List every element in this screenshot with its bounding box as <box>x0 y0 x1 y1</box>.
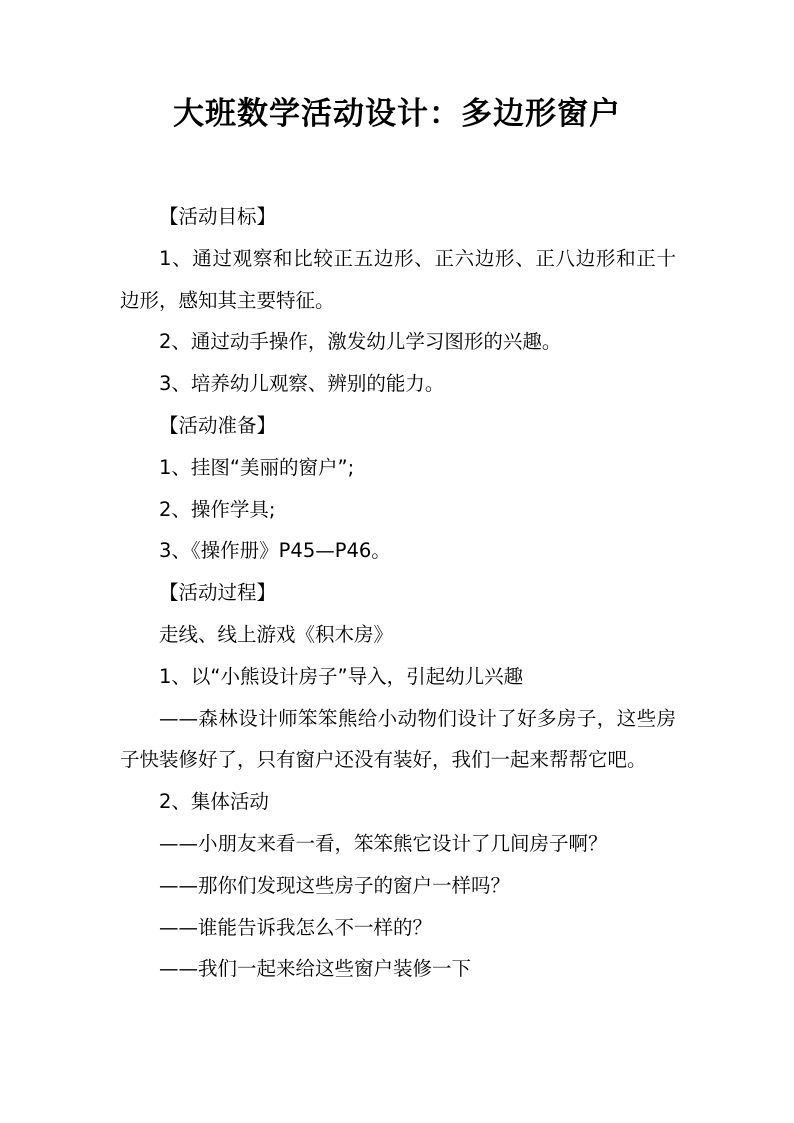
process-step-2-question-3: ——谁能告诉我怎么不一样的？ <box>159 915 433 939</box>
preparation-item-3: 3、《操作册》P45—P46。 <box>159 539 391 563</box>
process-step-2: 2、集体活动 <box>159 790 269 814</box>
document-body <box>120 196 676 990</box>
process-step-2-question-4: ——我们一起来给这些窗户装修一下 <box>159 957 472 981</box>
goal-item-1: 1、通过观察和比较正五边形、正六边形、正八边形和正十边形，感知其主要特征。 <box>120 246 676 312</box>
process-warmup: 走线、线上游戏《积木房》 <box>159 622 394 646</box>
preparation-item-1: 1、挂图“美丽的窗户”; <box>159 455 355 479</box>
goal-item-3: 3、培养幼儿观察、辨别的能力。 <box>159 372 445 396</box>
process-step-1: 1、以“小熊设计房子”导入，引起幼儿兴趣 <box>159 664 524 688</box>
section-heading-goals: 【活动目标】 <box>159 205 277 228</box>
preparation-item-2: 2、操作学具; <box>159 497 276 521</box>
process-step-1-dialogue: ——森林设计师笨笨熊给小动物们设计了好多房子，这些房子快装修好了，只有窗户还没有装好，我们一起来帮帮它吧。 <box>120 706 676 772</box>
process-step-2-question-1: ——小朋友来看一看，笨笨熊它设计了几间房子啊？ <box>159 831 608 855</box>
section-heading-preparation: 【活动准备】 <box>159 413 277 437</box>
goal-item-2: 2、通过动手操作，激发幼儿学习图形的兴趣。 <box>159 330 562 354</box>
section-heading-process: 【活动过程】 <box>159 581 277 605</box>
document-title: 大班数学活动设计：多边形窗户 <box>173 96 621 132</box>
process-step-2-question-2: ——那你们发现这些房子的窗户一样吗？ <box>159 873 511 897</box>
